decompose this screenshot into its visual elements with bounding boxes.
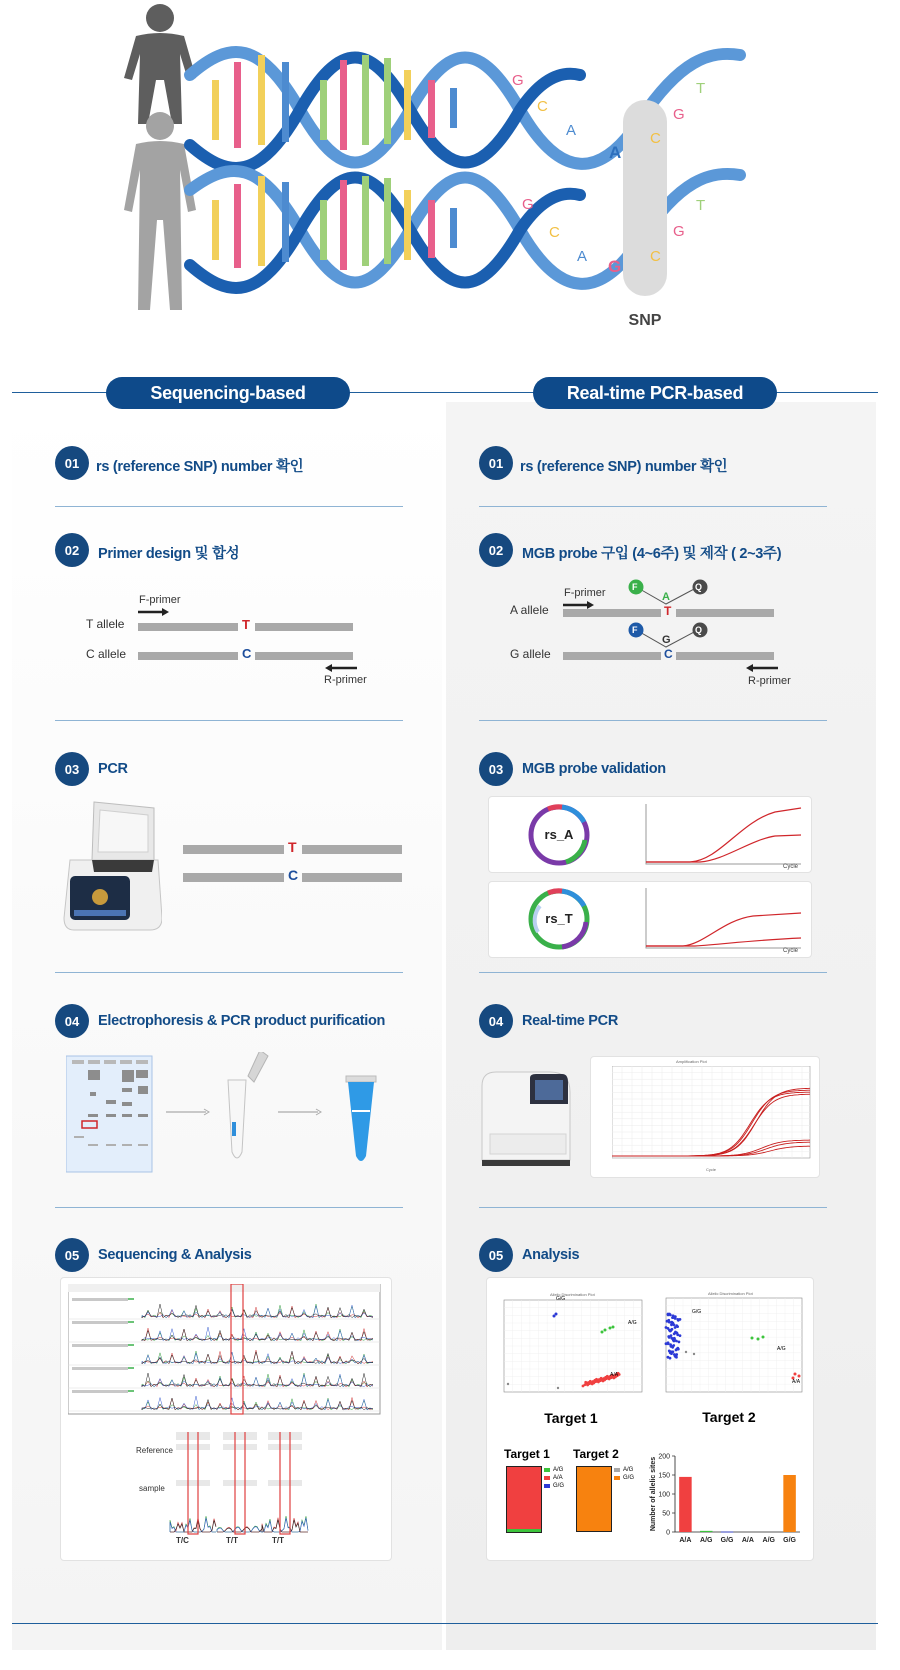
data-point — [673, 1316, 676, 1319]
category-label: A/A — [679, 1537, 692, 1544]
y-tick-label: 100 — [658, 1491, 670, 1499]
pcr-t-base: T — [288, 839, 297, 855]
genotype-label: T/T — [272, 1536, 284, 1545]
left-step-2-title: Primer design 및 합성 — [98, 546, 240, 562]
separator — [55, 506, 403, 507]
target2-legend: A/G G/G — [614, 1466, 634, 1482]
f-primer-arrow-icon — [563, 601, 595, 609]
reference-seq — [268, 1432, 302, 1440]
data-point — [670, 1321, 673, 1324]
left-step-4-number: 04 — [55, 1004, 89, 1038]
f-primer-label: F-primer — [564, 587, 606, 599]
bottom-base-letter: C — [549, 224, 560, 241]
data-point — [671, 1350, 674, 1353]
strand-bar — [138, 652, 238, 660]
genotype-label: T/T — [226, 1536, 238, 1545]
validation-plot-rs-a — [645, 802, 803, 866]
cluster-label: A/A — [610, 1372, 619, 1378]
right-step-3-title: MGB probe validation — [522, 761, 666, 777]
y-tick-label: 200 — [658, 1453, 670, 1461]
legend-swatch — [614, 1468, 620, 1472]
t-base: T — [242, 617, 250, 632]
data-point — [798, 1375, 801, 1378]
dna-illustration — [0, 0, 900, 345]
zoom-trace — [170, 1519, 216, 1532]
top-base-letter: G — [512, 72, 524, 89]
amplification-xlabel: Cycle — [706, 1167, 717, 1172]
top-base-letter: C — [650, 130, 661, 147]
y-tick-label: 50 — [662, 1510, 670, 1518]
allelic-plot-title: Allelic Discrimination Plot — [708, 1291, 753, 1296]
separator — [479, 506, 827, 507]
reference-label: Reference — [136, 1446, 173, 1455]
data-point — [675, 1353, 678, 1356]
human-silhouette-icon — [124, 4, 196, 124]
separator — [479, 972, 827, 973]
probe-name-rs-t: rs_T — [545, 911, 573, 926]
data-point — [601, 1331, 604, 1334]
reference-seq — [223, 1432, 257, 1440]
right-step-2-number: 02 — [479, 533, 513, 567]
allelic-plot-title: Allelic Discrimination Plot — [550, 1292, 595, 1297]
snp-label: SNP — [628, 312, 662, 329]
sample-name-bar — [72, 1298, 128, 1301]
right-step-1-number: 01 — [479, 446, 513, 480]
r-primer-label: R-primer — [324, 674, 367, 686]
top-base-letter: C — [537, 98, 548, 115]
data-point — [762, 1336, 765, 1339]
right-step-3-number: 03 — [479, 752, 513, 786]
c-allele-label: C allele — [86, 647, 127, 661]
validation-plot-rs-t — [645, 886, 803, 950]
c-base: C — [664, 647, 673, 661]
left-step-1-number: 01 — [55, 446, 89, 480]
probe-g-base: G — [662, 634, 671, 646]
bar — [679, 1477, 692, 1532]
separator — [55, 972, 403, 973]
sample-seq — [176, 1480, 210, 1486]
bottom-base-letter: T — [696, 197, 706, 214]
cycle-label: Cycle — [783, 948, 799, 954]
left-step-5-title: Sequencing & Analysis — [98, 1247, 252, 1263]
top-base-letter: G — [673, 106, 685, 123]
amplification-plot-title: Amplification Plot — [676, 1059, 707, 1064]
separator — [479, 1207, 827, 1208]
quencher-icon: Q — [695, 625, 703, 635]
data-point — [670, 1329, 673, 1332]
right-step-1-title: rs (reference SNP) number 확인 — [520, 459, 728, 475]
category-label: A/G — [762, 1537, 775, 1544]
strand-bar — [563, 652, 661, 660]
zoom-trace — [217, 1527, 263, 1532]
footer-divider — [12, 1623, 878, 1624]
bar — [700, 1531, 713, 1532]
target2-stacked-bar — [576, 1466, 612, 1532]
cluster-label: A/G — [628, 1320, 637, 1326]
target1-stacked-bar-ag — [506, 1529, 542, 1533]
left-step-3-title: PCR — [98, 761, 128, 777]
strand-bar — [255, 623, 353, 631]
sample-name-bar — [72, 1367, 128, 1370]
bottom-base-letter: G — [522, 196, 534, 213]
data-point — [667, 1342, 670, 1345]
sample-seq — [223, 1480, 257, 1486]
reference-seq — [268, 1444, 302, 1450]
data-point — [676, 1325, 679, 1328]
fluorophore-icon: F — [632, 582, 638, 592]
sample-seq — [268, 1480, 302, 1486]
separator — [55, 1207, 403, 1208]
sample-name-bar — [72, 1344, 128, 1347]
y-axis-label: Number of allelic sites — [650, 1456, 657, 1532]
data-point — [609, 1327, 612, 1330]
right-step-5-number: 05 — [479, 1238, 513, 1272]
reference-seq — [223, 1444, 257, 1450]
data-point — [677, 1348, 680, 1351]
bottom-base-letter: C — [650, 248, 661, 265]
strand-bar — [183, 845, 284, 854]
probe-a-base: A — [662, 591, 670, 603]
bottom-base-letter: G — [608, 257, 622, 276]
a-allele-label: A allele — [510, 603, 549, 617]
category-label: A/G — [700, 1537, 713, 1544]
top-base-letter: A — [609, 143, 622, 162]
right-step-2-title: MGB probe 구입 (4~6주) 및 제작 ( 2~3주) — [522, 546, 782, 562]
data-point — [679, 1318, 682, 1321]
genotype-zoom-panel — [166, 1432, 316, 1536]
allelic-plot-target1 — [498, 1298, 644, 1400]
left-step-1-title: rs (reference SNP) number 확인 — [96, 459, 304, 475]
sample-label: sample — [139, 1484, 165, 1493]
strand-bar — [563, 609, 661, 617]
f-primer-arrow-icon — [138, 608, 170, 616]
y-tick-label: 150 — [658, 1472, 670, 1480]
cluster-label: A/A — [792, 1379, 801, 1385]
left-step-2-number: 02 — [55, 533, 89, 567]
cluster-label: G/G — [556, 1296, 566, 1302]
separator — [479, 720, 827, 721]
strand-bar — [676, 652, 774, 660]
left-step-4-title: Electrophoresis & PCR product purification — [98, 1013, 386, 1029]
category-label: A/A — [741, 1537, 754, 1544]
realtime-pcr-machine-illustration — [478, 1068, 574, 1168]
right-step-4-number: 04 — [479, 1004, 513, 1038]
right-step-5-title: Analysis — [522, 1247, 580, 1263]
bar — [721, 1532, 734, 1533]
sample-name-bar — [72, 1321, 128, 1324]
legend-swatch — [544, 1476, 550, 1480]
strand-bar — [138, 623, 238, 631]
f-primer-label: F-primer — [139, 594, 181, 606]
data-point — [693, 1353, 695, 1355]
t-base: T — [664, 604, 672, 618]
cycle-label: Cycle — [783, 864, 799, 870]
data-point — [685, 1351, 687, 1353]
data-point — [557, 1387, 559, 1389]
data-point — [678, 1341, 681, 1344]
y-tick-label: 0 — [666, 1529, 670, 1537]
strand-bar — [302, 873, 402, 882]
left-step-5-number: 05 — [55, 1238, 89, 1272]
sequencing-based-title: Sequencing-based — [106, 377, 350, 409]
data-point — [553, 1315, 556, 1318]
separator — [55, 720, 403, 721]
data-point — [794, 1373, 797, 1376]
cluster-label: G/G — [692, 1309, 702, 1315]
sample-name-bar — [72, 1390, 128, 1393]
realtime-pcr-based-title: Real-time PCR-based — [533, 377, 777, 409]
reference-seq — [176, 1432, 210, 1440]
fluorophore-icon: F — [632, 625, 638, 635]
top-base-letter: T — [696, 80, 706, 97]
strand-bar — [183, 873, 284, 882]
category-label: G/G — [783, 1537, 797, 1544]
pcr-c-base: C — [288, 867, 299, 883]
data-point — [667, 1319, 670, 1322]
data-point — [671, 1345, 674, 1348]
data-point — [507, 1383, 509, 1385]
r-primer-arrow-icon — [746, 664, 778, 672]
legend-swatch — [544, 1468, 550, 1472]
data-point — [595, 1378, 598, 1381]
data-point — [665, 1326, 668, 1329]
data-point — [751, 1337, 754, 1340]
data-point — [757, 1338, 760, 1341]
data-point — [668, 1350, 671, 1353]
genotype-label: T/C — [176, 1536, 189, 1545]
quencher-icon: Q — [695, 582, 703, 592]
data-point — [604, 1329, 607, 1332]
electrophoresis-illustration — [66, 1052, 406, 1174]
target1-stacked-bar — [506, 1466, 542, 1532]
top-base-letter: A — [566, 122, 577, 139]
target1-bar-title: Target 1 — [504, 1447, 550, 1461]
allelic-sites-bar-chart — [645, 1450, 805, 1552]
target2-bar-title: Target 2 — [573, 1447, 619, 1461]
probe-name-rs-a: rs_A — [544, 827, 574, 842]
reference-seq — [176, 1444, 210, 1450]
bar — [783, 1475, 796, 1532]
r-primer-arrow-icon — [325, 664, 357, 672]
data-point — [670, 1334, 673, 1337]
left-step-3-number: 03 — [55, 752, 89, 786]
chromatogram-panel — [68, 1284, 382, 1416]
c-base: C — [242, 646, 252, 661]
data-point — [675, 1332, 678, 1335]
chart-axis — [675, 1456, 800, 1532]
data-point — [584, 1381, 587, 1384]
data-point — [606, 1375, 609, 1378]
data-point — [672, 1323, 675, 1326]
target1-label: Target 1 — [544, 1410, 598, 1426]
data-point — [669, 1314, 672, 1317]
g-allele-label: G allele — [510, 647, 551, 661]
right-step-4-title: Real-time PCR — [522, 1013, 619, 1029]
data-point — [673, 1337, 676, 1340]
bottom-base-letter: G — [673, 223, 685, 240]
r-primer-label: R-primer — [748, 675, 791, 687]
data-point — [675, 1340, 678, 1343]
thermocycler-illustration — [62, 800, 162, 936]
target2-label: Target 2 — [702, 1409, 756, 1425]
legend-swatch — [614, 1476, 620, 1480]
amplification-plot — [612, 1066, 812, 1164]
strand-bar — [302, 845, 402, 854]
data-point — [612, 1326, 615, 1329]
target1-legend: A/G A/A G/G — [544, 1466, 564, 1490]
strand-bar — [255, 652, 353, 660]
bottom-base-letter: A — [577, 248, 588, 265]
data-point — [667, 1356, 670, 1359]
strand-bar — [676, 609, 774, 617]
legend-swatch — [544, 1484, 550, 1488]
category-label: G/G — [720, 1537, 734, 1544]
t-allele-label: T allele — [86, 617, 125, 631]
cluster-label: A/G — [777, 1346, 786, 1352]
chromatogram-header — [68, 1284, 380, 1292]
zoom-trace — [262, 1518, 308, 1532]
